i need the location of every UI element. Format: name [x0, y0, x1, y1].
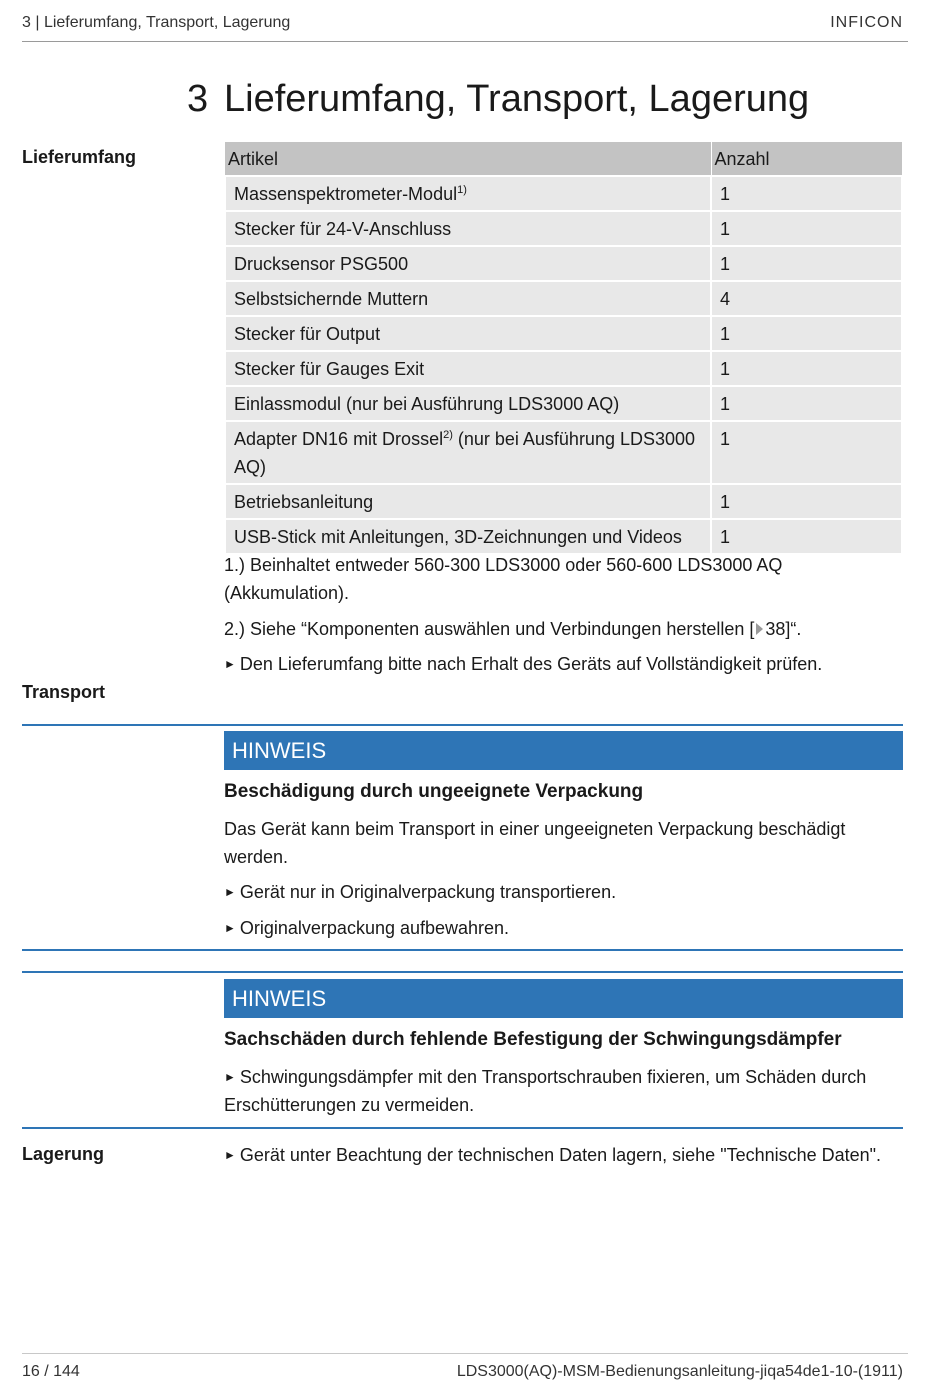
item-name: Stecker für 24-V-Anschluss: [234, 219, 452, 239]
cell-quantity: 1: [711, 519, 902, 554]
cell-quantity: 1: [711, 316, 902, 351]
cell-item: [225, 211, 711, 246]
cell-item: [225, 246, 711, 281]
bullet-arrow-icon: ►: [224, 1070, 236, 1084]
notice-1-bottom-rule: [22, 949, 903, 951]
side-label-storage: Lagerung: [22, 1144, 105, 1164]
item-name: Drucksensor PSG500: [234, 254, 409, 274]
table-row: [225, 351, 902, 386]
scope-of-delivery-table: [224, 142, 903, 555]
column-header-quantity: Anzahl: [711, 142, 902, 176]
notice-2-title: Sachschäden durch fehlende Befestigung der Schwingungsdämpfer: [224, 1029, 842, 1050]
page-reference-arrow-icon: [756, 623, 763, 635]
scope-instruction-text: Den Lieferumfang bitte nach Erhalt des Geräts auf Vollständigkeit prüfen.: [239, 654, 823, 674]
table-row: [225, 211, 902, 246]
side-label-scope: Lieferumfang: [22, 147, 137, 167]
cell-quantity: 1: [711, 484, 902, 519]
storage-instruction: [224, 1141, 904, 1169]
chapter-number: 3: [187, 78, 209, 120]
bullet-arrow-icon: ►: [224, 885, 236, 899]
table-header-row: [225, 142, 902, 176]
notice-1-step-2: [224, 914, 904, 942]
notice-1-step-1-text: Gerät nur in Originalverpackung transportieren.: [239, 882, 617, 902]
footnote-marker: 1): [457, 184, 467, 196]
cell-quantity: 1: [711, 386, 902, 421]
cell-item: [225, 421, 711, 484]
table-row: [225, 484, 902, 519]
notice-1-title: Beschädigung durch ungeeignete Verpackung: [224, 781, 644, 802]
notice-2-label: HINWEIS: [224, 979, 903, 1018]
cell-quantity: 1: [711, 246, 902, 281]
table-row: [225, 246, 902, 281]
chapter-title: Lieferumfang, Transport, Lagerung: [224, 78, 810, 120]
footnote-2-text: 2.) Siehe “Komponenten auswählen und Verbindungen herstellen [: [224, 619, 755, 639]
document-id: LDS3000(AQ)-MSM-Bedienungsanleitung-jiqa54de1-10-(1911): [456, 1363, 903, 1380]
footnote-2: [224, 615, 904, 643]
table-row: [225, 519, 902, 554]
cell-quantity: 1: [711, 421, 902, 484]
cell-quantity: 1: [711, 176, 902, 211]
item-name: USB-Stick mit Anleitungen, 3D-Zeichnungen und Videos: [234, 527, 682, 547]
notice-1-top-rule: [22, 724, 903, 726]
storage-instruction-text: Gerät unter Beachtung der technischen Daten lagern, siehe "Technische Daten".: [239, 1145, 882, 1165]
notice-1-step-1: [224, 878, 904, 906]
cell-item: [225, 519, 711, 554]
item-name: Massenspektrometer-Modul: [234, 184, 458, 204]
notice-1-body: Das Gerät kann beim Transport in einer ungeeigneten Verpackung beschädigt werden.: [224, 819, 846, 867]
item-name-continued: (nur bei Ausführung LDS3000 AQ): [234, 429, 696, 477]
bullet-arrow-icon: ►: [224, 657, 236, 671]
cell-item: [225, 176, 711, 211]
side-label-transport: Transport: [22, 682, 106, 702]
cell-item: [225, 281, 711, 316]
cell-quantity: 4: [711, 281, 902, 316]
cell-item: [225, 484, 711, 519]
column-header-item: Artikel: [225, 142, 711, 176]
cell-quantity: 1: [711, 211, 902, 246]
cell-item: [225, 386, 711, 421]
running-header-section: 3 | Lieferumfang, Transport, Lagerung: [22, 14, 291, 31]
footer-divider: [22, 1353, 908, 1354]
footnote-marker: 2): [443, 429, 453, 441]
table-body: [225, 176, 902, 554]
item-name: Betriebsanleitung: [234, 492, 374, 512]
running-header-brand: INFICON: [830, 14, 903, 31]
scope-instruction: [224, 650, 904, 678]
item-name: Adapter DN16 mit Drossel: [234, 429, 444, 449]
cell-item: [225, 316, 711, 351]
table-row: [225, 386, 902, 421]
item-name: Stecker für Gauges Exit: [234, 359, 425, 379]
item-name: Stecker für Output: [234, 324, 381, 344]
notice-2-step-1-text: Schwingungsdämpfer mit den Transportschrauben fixieren, um Schäden durch Erschütterungen zu vermeiden.: [224, 1067, 867, 1115]
notice-2-top-rule: [22, 971, 903, 973]
cell-quantity: 1: [711, 351, 902, 386]
table-row: [225, 176, 902, 211]
item-name: Einlassmodul (nur bei Ausführung LDS3000 AQ): [234, 394, 620, 414]
footnote-2-text-end: ]“.: [785, 619, 802, 639]
page-number: 16 / 144: [22, 1363, 80, 1380]
table-row: [225, 281, 902, 316]
bullet-arrow-icon: ►: [224, 921, 236, 935]
notice-1-label: HINWEIS: [224, 731, 903, 770]
notice-2-step-1: [224, 1063, 904, 1119]
bullet-arrow-icon: ►: [224, 1148, 236, 1162]
header-divider: [22, 41, 908, 42]
cell-item: [225, 351, 711, 386]
item-name: Selbstsichernde Muttern: [234, 289, 429, 309]
footnote-1: 1.) Beinhaltet entweder 560-300 LDS3000 oder 560-600 LDS3000 AQ (Akkumulation).: [224, 555, 783, 603]
notice-1-step-2-text: Originalverpackung aufbewahren.: [239, 918, 510, 938]
notice-2-bottom-rule: [22, 1127, 903, 1129]
table-row: [225, 316, 902, 351]
table-row: [225, 421, 902, 484]
footnote-2-page-link[interactable]: 38: [765, 619, 786, 639]
